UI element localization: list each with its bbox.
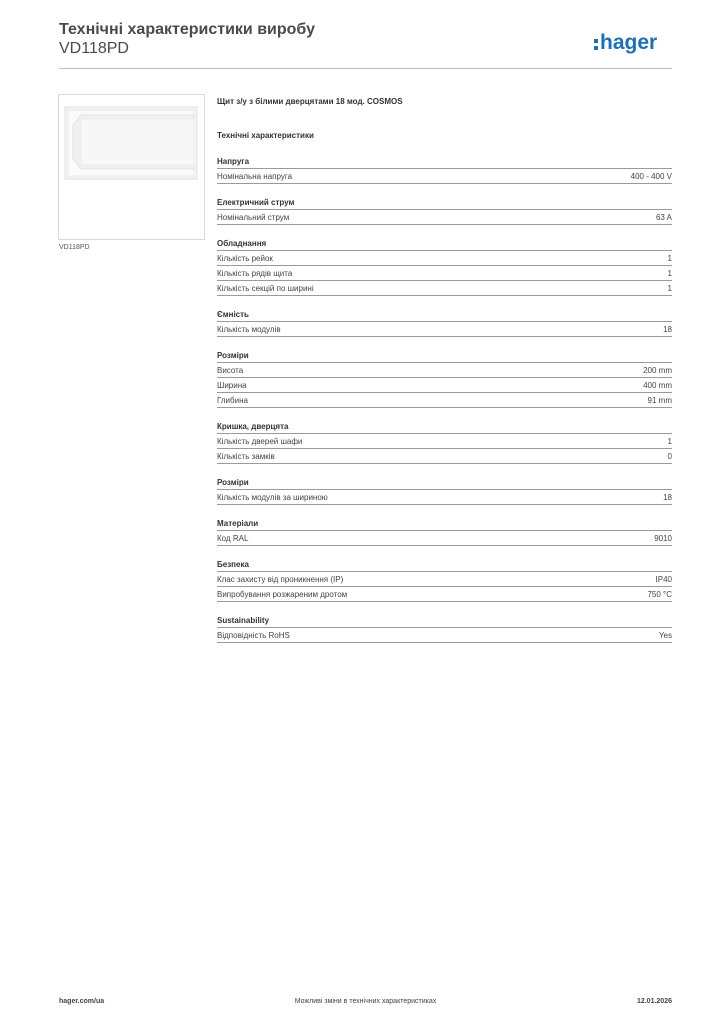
spec-label: Кількість замків [217, 451, 275, 461]
product-image [58, 94, 205, 240]
spec-label: Ширина [217, 380, 247, 390]
spec-rows [217, 362, 672, 408]
page-title: Технічні характеристики виробу [59, 21, 315, 38]
spec-value: 400 mm [643, 380, 672, 390]
spec-group-title: Обладнання [217, 239, 267, 248]
spec-group [217, 518, 672, 546]
spec-label: Висота [217, 365, 244, 375]
spec-value: 1 [667, 253, 672, 263]
spec-group-title: Розміри [217, 351, 249, 360]
spec-label: Клас захисту від проникнення (IP) [217, 574, 344, 584]
spec-row [217, 362, 672, 377]
spec-group-title: Безпека [217, 560, 249, 569]
spec-value: 400 - 400 V [630, 171, 672, 181]
spec-row [217, 250, 672, 265]
spec-row [217, 168, 672, 184]
spec-label: Кількість модулів за шириною [217, 492, 328, 502]
product-code: VD118PD [59, 40, 129, 57]
header-divider [59, 68, 672, 69]
spec-group-title: Ємність [217, 310, 249, 319]
spec-label: Код RAL [217, 533, 249, 543]
spec-rows [217, 627, 672, 643]
spec-rows [217, 250, 672, 296]
section-title: Технічні характеристики [217, 131, 314, 140]
spec-row [217, 280, 672, 296]
spec-value: 18 [663, 492, 672, 502]
spec-row [217, 265, 672, 280]
page-header [59, 20, 315, 58]
spec-value: 18 [663, 324, 672, 334]
spec-group-title: Електричний струм [217, 198, 295, 207]
spec-group-title: Кришка, дверцята [217, 422, 289, 431]
spec-rows [217, 571, 672, 602]
spec-rows [217, 433, 672, 464]
spec-group [217, 197, 672, 225]
footer-date: 12.01.2026 [636, 998, 672, 1005]
spec-value: 63 A [655, 212, 672, 222]
spec-label: Випробування розжареним дротом [217, 589, 348, 599]
spec-row [217, 448, 672, 464]
spec-row [217, 586, 672, 602]
spec-label: Кількість рядів щита [217, 268, 293, 278]
spec-label: Кількість дверей шафи [217, 436, 303, 446]
spec-group-title: Матеріали [217, 519, 259, 528]
logo-text: hager [600, 31, 658, 54]
spec-value: 1 [667, 283, 672, 293]
spec-value: 0 [667, 451, 672, 461]
footer-website[interactable]: hager.com/ua [59, 998, 105, 1005]
spec-groups [217, 156, 672, 643]
spec-group [217, 350, 672, 408]
spec-value: 200 mm [643, 365, 672, 375]
spec-label: Номінальна напруга [217, 171, 293, 181]
hager-logo [594, 30, 676, 54]
spec-label: Глибина [217, 395, 248, 405]
spec-value: 9010 [654, 533, 672, 543]
spec-row [217, 433, 672, 448]
spec-group [217, 615, 672, 643]
specifications [217, 96, 672, 656]
spec-rows [217, 321, 672, 337]
spec-row [217, 321, 672, 337]
spec-rows [217, 209, 672, 225]
spec-group [217, 309, 672, 337]
spec-value: Yes [658, 630, 672, 640]
spec-group-title: Розміри [217, 478, 249, 487]
spec-value: 1 [667, 436, 672, 446]
spec-rows [217, 168, 672, 184]
spec-row [217, 571, 672, 586]
page-footer [59, 998, 672, 1010]
product-name: Щит з/у з білими дверцятами 18 мод. COSMOS [217, 97, 403, 106]
spec-row [217, 530, 672, 546]
spec-rows [217, 489, 672, 505]
spec-group [217, 238, 672, 296]
spec-row [217, 377, 672, 392]
spec-label: Кількість модулів [217, 324, 281, 334]
spec-rows [217, 530, 672, 546]
spec-label: Номінальний струм [217, 212, 290, 222]
image-caption: VD118PD [59, 244, 90, 251]
spec-row [217, 209, 672, 225]
spec-label: Кількість рейок [217, 253, 273, 263]
spec-group-title: Sustainability [217, 616, 270, 625]
spec-group [217, 156, 672, 184]
spec-value: 750 °C [647, 589, 672, 599]
spec-label: Відповідність RoHS [217, 630, 290, 640]
spec-value: 1 [667, 268, 672, 278]
spec-group [217, 421, 672, 464]
spec-value: IP40 [655, 574, 672, 584]
spec-row [217, 489, 672, 505]
spec-group-title: Напруга [217, 157, 250, 166]
spec-row [217, 627, 672, 643]
spec-value: 91 mm [647, 395, 672, 405]
spec-label: Кількість секцій по ширині [217, 283, 314, 293]
spec-row [217, 392, 672, 408]
spec-group [217, 559, 672, 602]
spec-group [217, 477, 672, 505]
footer-disclaimer: Можливі зміни в технічних характеристиках [294, 998, 437, 1005]
